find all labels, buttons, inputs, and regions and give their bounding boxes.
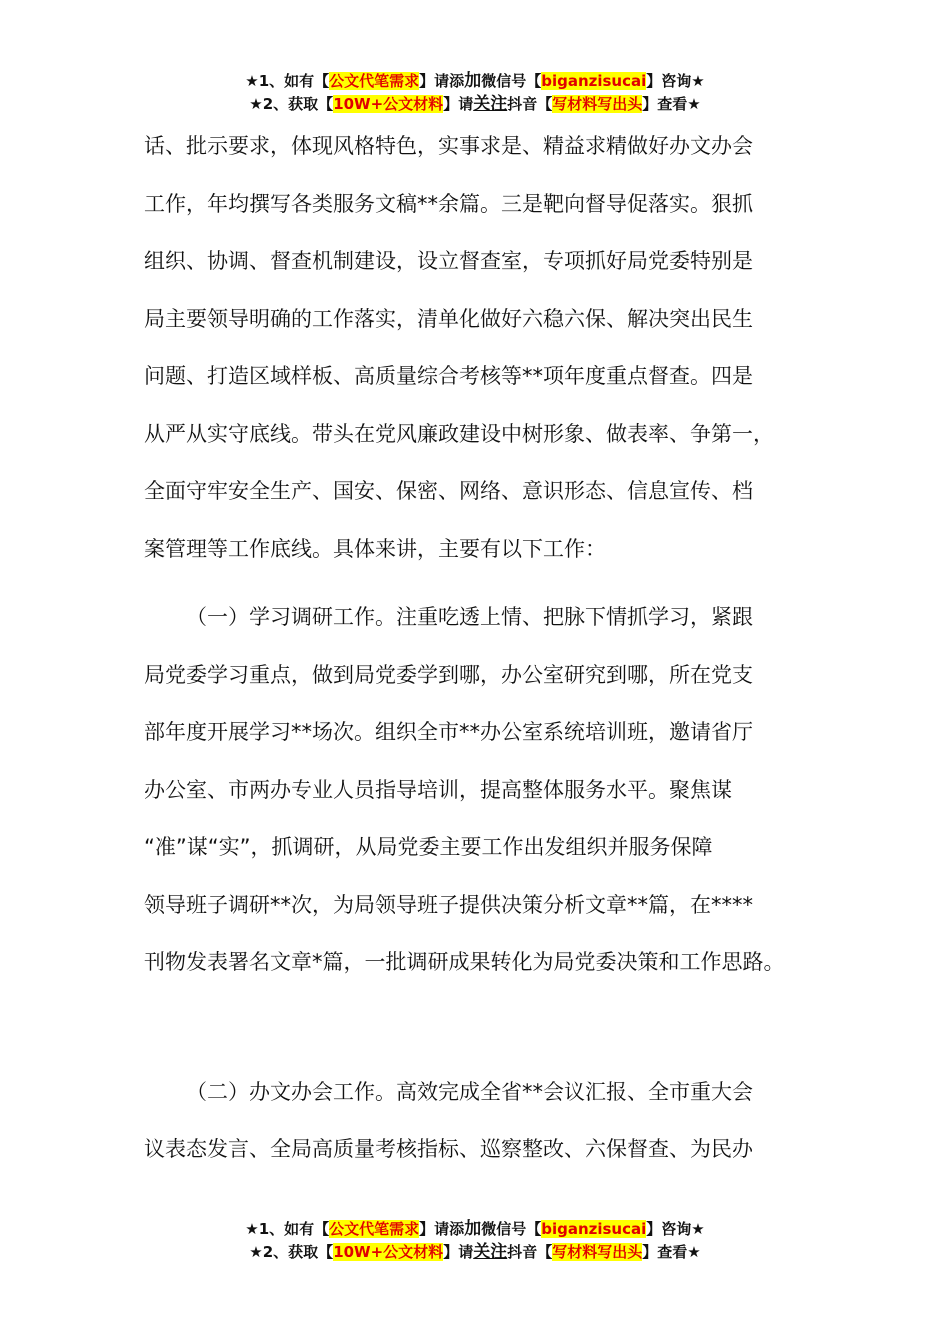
banner-text: ★1、如有【 (245, 72, 330, 90)
banner-text: ★2、获取【 (249, 1243, 334, 1261)
section-heading-line: （一）学习调研工作。注重吃透上情、把脉下情抓学习，紧跟 (186, 605, 753, 629)
banner-text: ★2、获取【 (249, 95, 334, 113)
banner-text: 微信号【 (481, 1220, 542, 1238)
highlight-service: 公文代笔需求 (329, 1220, 420, 1238)
body-line: 领导班子调研**次，为局领导班子提供决策分析文章**篇，在**** (144, 893, 753, 917)
body-line: 刊物发表署名文章*篇，一批调研成果转化为局党委决策和工作思路。 (144, 950, 785, 974)
highlight-materials: 10W+公文材料 (333, 95, 444, 113)
banner-emphasis: 关注 (473, 94, 508, 114)
body-line: 组织、协调、督查机制建设，设立督查室，专项抓好局党委特别是 (144, 249, 753, 273)
banner-text: 】请 (443, 95, 474, 113)
body-line: 办公室、市两办专业人员指导培训，提高整体服务水平。聚焦谋 (144, 778, 732, 802)
footer-banner-line-1 (0, 1218, 950, 1241)
banner-text: 】咨询★ (646, 72, 705, 90)
body-line: 工作，年均撰写各类服务文稿**余篇。三是靶向督导促落实。狠抓 (144, 192, 753, 216)
highlight-service: 公文代笔需求 (329, 72, 420, 90)
banner-text: 微信号【 (481, 72, 542, 90)
banner-text: 】查看★ (642, 1243, 701, 1261)
banner-text: ★1、如有【 (245, 1220, 330, 1238)
banner-emphasis: 加 (464, 1219, 482, 1239)
banner-text: 】咨询★ (646, 1220, 705, 1238)
highlight-wechat-id: biganzisucai (541, 1220, 647, 1238)
header-banner (0, 70, 950, 116)
banner-text: 】请添 (419, 72, 465, 90)
body-line: 局主要领导明确的工作落实，清单化做好六稳六保、解决突出民生 (144, 307, 753, 331)
body-line: 局党委学习重点，做到局党委学到哪，办公室研究到哪，所在党支 (144, 663, 753, 687)
banner-text: 】请 (443, 1243, 474, 1261)
banner-text: 抖音【 (507, 95, 553, 113)
body-line: 全面守牢安全生产、国安、保密、网络、意识形态、信息宣传、档 (144, 479, 753, 503)
body-line: “准”谋“实”，抓调研，从局党委主要工作出发组织并服务保障 (144, 835, 713, 859)
footer-banner (0, 1218, 950, 1264)
banner-emphasis: 加 (464, 71, 482, 91)
banner-emphasis: 关注 (473, 1242, 508, 1262)
header-banner-line-2 (0, 93, 950, 116)
banner-text: 抖音【 (507, 1243, 553, 1261)
body-line: 话、批示要求，体现风格特色，实事求是、精益求精做好办文办会 (144, 134, 753, 158)
body-line: 从严从实守底线。带头在党风廉政建设中树形象、做表率、争第一， (144, 422, 774, 446)
body-line: 问题、打造区域样板、高质量综合考核等**项年度重点督查。四是 (144, 364, 753, 388)
body-line: 部年度开展学习**场次。组织全市**办公室系统培训班，邀请省厅 (144, 720, 753, 744)
section-heading-line: （二）办文办会工作。高效完成全省**会议汇报、全市重大会 (186, 1080, 753, 1104)
highlight-materials: 10W+公文材料 (333, 1243, 444, 1261)
banner-text: 】请添 (419, 1220, 465, 1238)
banner-text: 】查看★ (642, 95, 701, 113)
header-banner-line-1 (0, 70, 950, 93)
highlight-wechat-id: biganzisucai (541, 72, 647, 90)
highlight-douyin: 写材料写出头 (552, 1243, 643, 1261)
highlight-douyin: 写材料写出头 (552, 95, 643, 113)
body-line: 议表态发言、全局高质量考核指标、巡察整改、六保督查、为民办 (144, 1137, 753, 1161)
body-line: 案管理等工作底线。具体来讲，主要有以下工作： (144, 537, 606, 561)
footer-banner-line-2 (0, 1241, 950, 1264)
